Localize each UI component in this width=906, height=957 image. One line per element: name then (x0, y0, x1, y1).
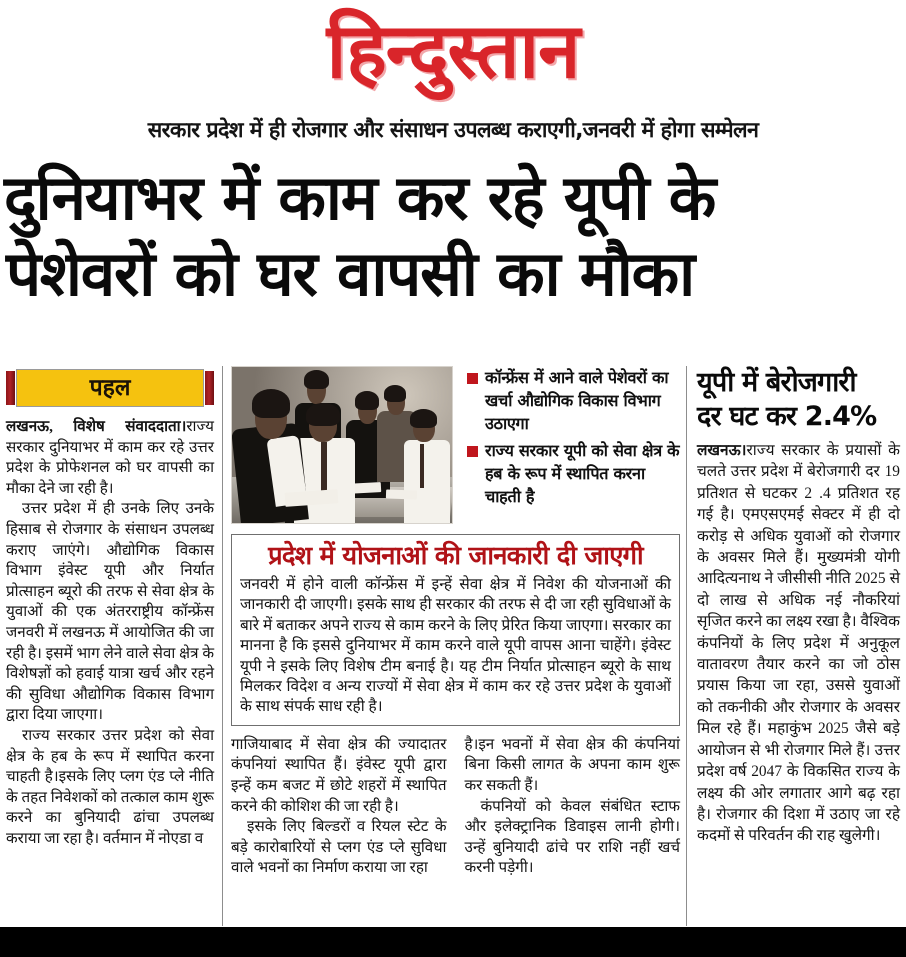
mid-bottom-right-para-1: है।इन भवनों में सेवा क्षेत्र की कंपनियां बिना किसी लागत के अपना काम शुरू कर सकती हैं। (464, 735, 680, 795)
bottom-black-bar (0, 927, 906, 957)
middle-bottom-row (231, 735, 680, 879)
kicker-strap (0, 108, 906, 154)
article-photo (231, 366, 453, 524)
highlight-body: जनवरी में होने वाली कॉन्फ्रेंस में इन्हें सेवा क्षेत्र में निवेश की योजनाओं की जानकारी दी जाएगी। इसके साथ ही सरकार की तरफ से दी जा रही सुविधाओं के बारे में बताकर अपने राज्य से काम करने के लिए प्रेरित किया जाएगा। सरकार का मानना है कि इससे दुनियाभर में काम करने वाले यूपी वापस आना चाहेंगे। इंवेस्ट यूपी ने इसके लिए विशेष टीम बनाई है। यह टीम निर्यात प्रोत्साहन ब्यूरो के साथ मिलकर विदेश व अन्य राज्यों में सेवा क्षेत्र में काम कर रहे उत्तर प्रदेश के युवाओं के साथ संपर्क साध रही है। (240, 576, 671, 716)
sidebar-body (697, 440, 900, 847)
bullet-item (467, 439, 681, 508)
sidebar-headline-line-2: दर घट कर 2.4% (697, 401, 877, 432)
middle-bottom-left (231, 735, 456, 879)
highlight-heading: प्रदेश में योजनाओं की जानकारी दी जाएगी (268, 541, 643, 571)
badge-plate (16, 369, 204, 407)
masthead-title: हिन्दुस्तान (326, 6, 580, 95)
left-paragraph-2: उत्तर प्रदेश में ही उनके लिए उनके हिसाब से रोजगार के संसाधन उपलब्ध कराए जाएंगे। औद्योगिक विकास विभाग इंवेस्ट यूपी और निर्यात प्रोत्साहन ब्यूरो की तरफ से सेवा क्षेत्र के युवाओं की एक अंतरराष्ट्रीय कॉन्फ्रेंस जनवरी में लखनऊ में आयोजित की जा रही है। इसमें भाग लेने वाले सेवा क्षेत्र के विशेषज्ञों को हवाई यात्रा खर्च और रहने की सुविधा औद्योगिक विकास विभाग द्वारा दिया जाएगा। (6, 500, 214, 724)
masthead (0, 0, 906, 108)
article-body (0, 366, 906, 926)
bullet-list (467, 366, 681, 508)
left-para-1-text: राज्य सरकार दुनियाभर में काम कर रहे उत्तर प्रदेश के प्रोफेशनल को घर वापसी का मौका देने जा रही है। (6, 418, 214, 497)
badge-label: पहल (89, 375, 131, 401)
main-headline (0, 154, 906, 316)
mid-bottom-left-para-1: गाजियाबाद में सेवा क्षेत्र की ज्यादातर कंपनियां स्थापित हैं। इंवेस्ट यूपी द्वारा इन्हें कम बजट में छोटे शहरों में स्थापित करने की कोशिश की जा रही है। (231, 735, 447, 815)
sidebar-headline-line-1: यूपी में बेरोजगारी (697, 367, 856, 398)
photo-form-3 (386, 489, 417, 499)
mid-bottom-right-para-2: कंपनियों को केवल संबंधित स्टाफ और इलेक्ट्रानिक डिवाइस लानी होगी। उन्हें बुनियादी ढांचे पर राशि नहीं खर्च करनी पड़ेगी। (464, 797, 680, 877)
middle-column (222, 366, 686, 926)
headline-line-2: पेशेवरों को घर वापसी का मौका (5, 237, 694, 310)
dateline: लखनऊ, विशेष संवाददाता। (6, 418, 187, 435)
right-column (686, 366, 906, 926)
bullet-text: राज्य सरकार यूपी को सेवा क्षेत्र के हब के रूप में स्थापित करना चाहती है (485, 441, 680, 506)
sidebar-dateline: लखनऊ। (697, 442, 747, 459)
mid-bottom-left-para-2: इसके लिए बिल्डरों व रियल स्टेट के बड़े कारोबारियों से प्लग एंड प्ले सुविधा वाले भवनों का निर्माण कराया जा रहा (231, 818, 447, 877)
bullet-item (467, 366, 681, 435)
ribbon-left-icon (6, 371, 15, 405)
square-bullet-icon (467, 446, 478, 457)
sidebar-headline (697, 366, 900, 434)
ribbon-right-icon (205, 371, 214, 405)
middle-top-row (231, 366, 680, 530)
left-paragraph-3: राज्य सरकार उत्तर प्रदेश को सेवा क्षेत्र के हब के रूप में स्थापित करना चाहती है।इसके लिए प्लग एंड प्ले नीति के तहत निवेशकों को तत्काल काम शुरू करने का बुनियादी ढांचा उपलब्ध कराया जा रहा है। वर्तमान में नोएडा व (6, 726, 214, 847)
left-paragraph-1 (6, 417, 214, 499)
pahal-badge (6, 366, 214, 410)
photo-column (231, 366, 457, 530)
bullet-column (457, 366, 681, 530)
photo-person-6 (404, 414, 452, 523)
sidebar-body-text: राज्य सरकार के प्रयासों के चलते उत्तर प्रदेश में बेरोजगारी दर 19 प्रतिशत से घटकर 2 .4 प्रतिशत रह गई है। एमएसएमई सेक्टर में ही दो करोड़ से अधिक युवाओं को रोजगार के अवसर मिले हैं। मुख्यमंत्री योगी आदित्यनाथ ने जीसीसी नीति 2025 से दो लाख से अधिक नई नौकरियां सृजित करने का लक्ष्य रखा है। वैश्विक कंपनियों के लिए प्रदेश में अनुकूल वातावरण तैयार करने का जो ठोस प्रयास किया जा रहा, उससे युवाओं को तकनीकी और रोजगार के अवसर मिल रहे हैं। महाकुंभ 2025 जैसे बड़े आयोजन से भी रोजगार मिले हैं। उत्तर प्रदेश वर्ष 2047 के विकसित राज्य के लक्ष्य की ओर लगातार आगे बढ़ रहा है। रोजगार की दिशा में उठाए जा रहे कदमों से परिवर्तन की राह खुलेगी। (697, 442, 900, 845)
highlight-box (231, 534, 680, 726)
headline-line-1: दुनियाभर में काम कर रहे यूपी के (4, 161, 716, 234)
kicker-text: सरकार प्रदेश में ही रोजगार और संसाधन उपलब्ध कराएगी,जनवरी में होगा सम्मेलन (147, 118, 759, 143)
middle-bottom-right (456, 735, 681, 879)
left-column (0, 366, 222, 926)
bullet-text: कॉन्फ्रेंस में आने वाले पेशेवरों का खर्चा औद्योगिक विकास विभाग उठाएगा (485, 368, 669, 433)
square-bullet-icon (467, 373, 478, 384)
